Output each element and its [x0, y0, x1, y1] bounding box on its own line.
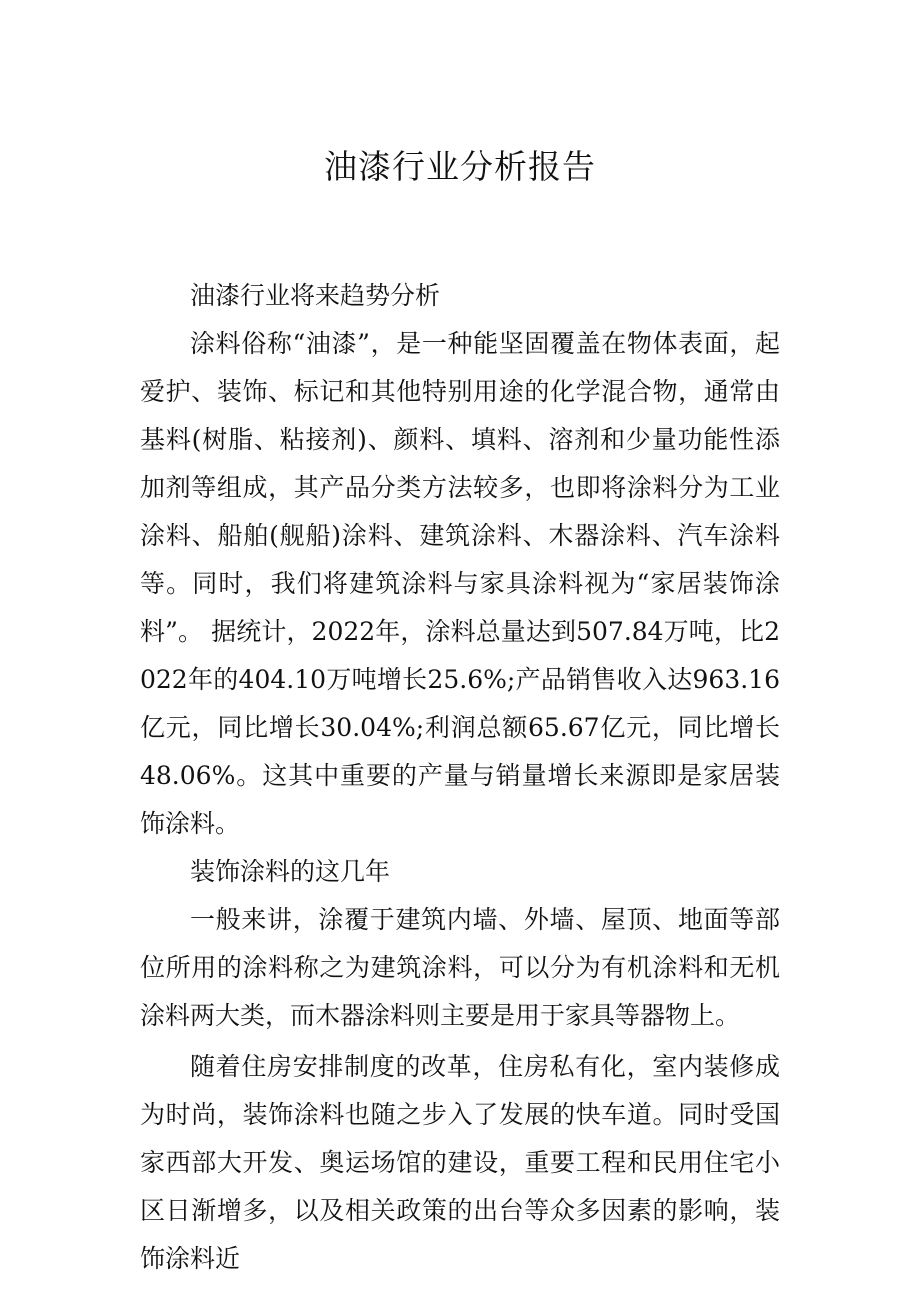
section-heading-future-trend: 油漆行业将来趋势分析 [190, 281, 441, 310]
paragraph-housing-reform: 随着住房安排制度的改革，住房私有化，室内装修成为时尚，装饰涂料也随之步入了发展的快车道。同时受国家西部大开发、奥运场馆的建设，重要工程和民用住宅小区日渐增多，以及相关政策的出台等众多因素的影响，装饰涂料近 [140, 1052, 780, 1273]
document-title: 油漆行业分析报告 [324, 147, 596, 186]
paragraph-coating-definition: 涂料俗称“油漆”，是一种能坚固覆盖在物体表面，起爱护、装饰、标记和其他特别用途的化学混合物，通常由基料(树脂、粘接剂)、颜料、填料、溶剂和少量功能性添加剂等组成，其产品分类方法较多，也即将涂料分为工业涂料、船舶(舰船)涂料、建筑涂料、木器涂料、汽车涂料等。同时，我们将建筑涂料与家具涂料视为“家居装饰涂料”。 据统计，2022年，涂料总量达到507.84万吨，比2022年的404.10万吨增长25.6%;产品销售收入达963.16亿元，同比增长30.04%;利润总额65.67亿元，同比增长48.06%。这其中重要的产量与销量增长来源即是家居装饰涂料。 [140, 329, 780, 838]
paragraph-building-coatings: 一般来讲，涂覆于建筑内墙、外墙、屋顶、地面等部位所用的涂料称之为建筑涂料，可以分为有机涂料和无机涂料两大类，而木器涂料则主要是用于家具等器物上。 [140, 905, 780, 1030]
document-body [140, 272, 780, 1283]
section-heading-decorative-coatings: 装饰涂料的这几年 [190, 857, 391, 886]
